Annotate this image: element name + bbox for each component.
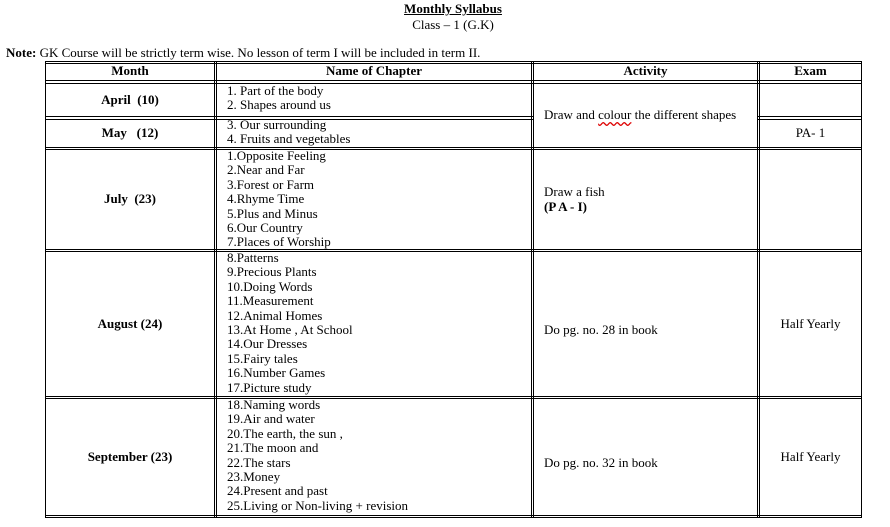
document-subtitle: Class – 1 (G.K) (412, 17, 494, 32)
activity-text: Do pg. no. 28 in book (544, 322, 658, 338)
chapter-list-april (217, 83, 531, 116)
table-border (861, 61, 862, 518)
header-activity: Activity (623, 62, 668, 78)
chapter-item: 3.Forest or Farm (227, 176, 315, 192)
month-cell-may: May (12) (101, 125, 159, 141)
chapter-item: 18.Naming words (227, 397, 321, 412)
month-cell-july: July (23) (104, 191, 156, 207)
chapter-item: 15.Fairy tales (227, 350, 298, 366)
chapter-item: 17.Picture study (227, 379, 312, 395)
activity-text: Draw and colour the different shapes (544, 107, 737, 123)
chapter-item: 19.Air and water (227, 411, 315, 427)
chapter-item: 14.Our Dresses (227, 336, 308, 352)
chapter-item: 16.Number Games (227, 365, 326, 381)
note-label: Note: (6, 45, 37, 60)
chapter-item: 11.Measurement (227, 293, 314, 309)
chapter-item: 20.The earth, the sun , (227, 425, 343, 441)
note-text: GK Course will be strictly term wise. No lesson of term I will be included in term II. (36, 45, 481, 60)
chapter-item: 2. Shapes around us (227, 97, 331, 113)
chapter-list-july (217, 148, 531, 249)
chapter-item: 13.At Home , At School (227, 321, 353, 337)
table-border (214, 61, 215, 518)
exam-cell-september: Half Yearly (780, 448, 841, 464)
header-exam: Exam (794, 62, 827, 78)
exam-cell-may: PA- 1 (795, 125, 826, 141)
chapter-list-september (217, 397, 531, 515)
activity-text: Draw a fish (544, 184, 605, 199)
exam-cell-august: Half Yearly (780, 315, 841, 331)
month-cell-august: August (24) (97, 315, 163, 331)
chapter-item: 9.Precious Plants (227, 264, 317, 280)
header-month: Month (111, 62, 149, 78)
month-cell-september: September (23) (87, 448, 173, 464)
activity-cell-september (534, 399, 757, 527)
table-border (757, 61, 758, 518)
exam-cell-july (760, 150, 861, 249)
chapter-item: 1.Opposite Feeling (227, 148, 326, 163)
chapter-item: 10.Doing Words (227, 278, 313, 294)
chapter-item: 5.Plus and Minus (227, 205, 318, 221)
chapter-item: 4.Rhyme Time (227, 191, 305, 207)
chapter-item: 4. Fruits and vegetables (227, 131, 351, 147)
chapter-item: 24.Present and past (227, 483, 328, 499)
chapter-item: 21.The moon and (227, 440, 319, 456)
activity-pa-label: (P A - I) (544, 198, 587, 214)
chapter-item: 3. Our surrounding (227, 117, 327, 132)
document-title: Monthly Syllabus (404, 1, 502, 16)
chapter-item: 2.Near and Far (227, 162, 305, 178)
chapter-item: 6.Our Country (227, 219, 303, 235)
activity-cell-july (534, 150, 757, 249)
chapter-list-may (217, 117, 531, 147)
chapter-item: 25.Living or Non-living + revision (227, 497, 409, 513)
activity-cell-august (534, 252, 757, 409)
table-border (531, 61, 532, 518)
activity-cell-april-may (534, 84, 757, 147)
table-border (758, 116, 862, 117)
chapter-list-august (217, 250, 531, 396)
table-border (45, 80, 862, 81)
activity-text: Do pg. no. 32 in book (544, 454, 658, 470)
exam-cell-april (760, 84, 861, 116)
chapter-item: 12.Animal Homes (227, 307, 323, 323)
chapter-item: 23.Money (227, 468, 281, 484)
chapter-item: 1. Part of the body (227, 83, 324, 98)
chapter-item: 7.Places of Worship (227, 234, 331, 250)
chapter-item: 8.Patterns (227, 250, 279, 265)
chapter-item: 22.The stars (227, 454, 291, 470)
month-cell-april: April (10) (101, 91, 159, 107)
header-chapter: Name of Chapter (325, 62, 423, 78)
